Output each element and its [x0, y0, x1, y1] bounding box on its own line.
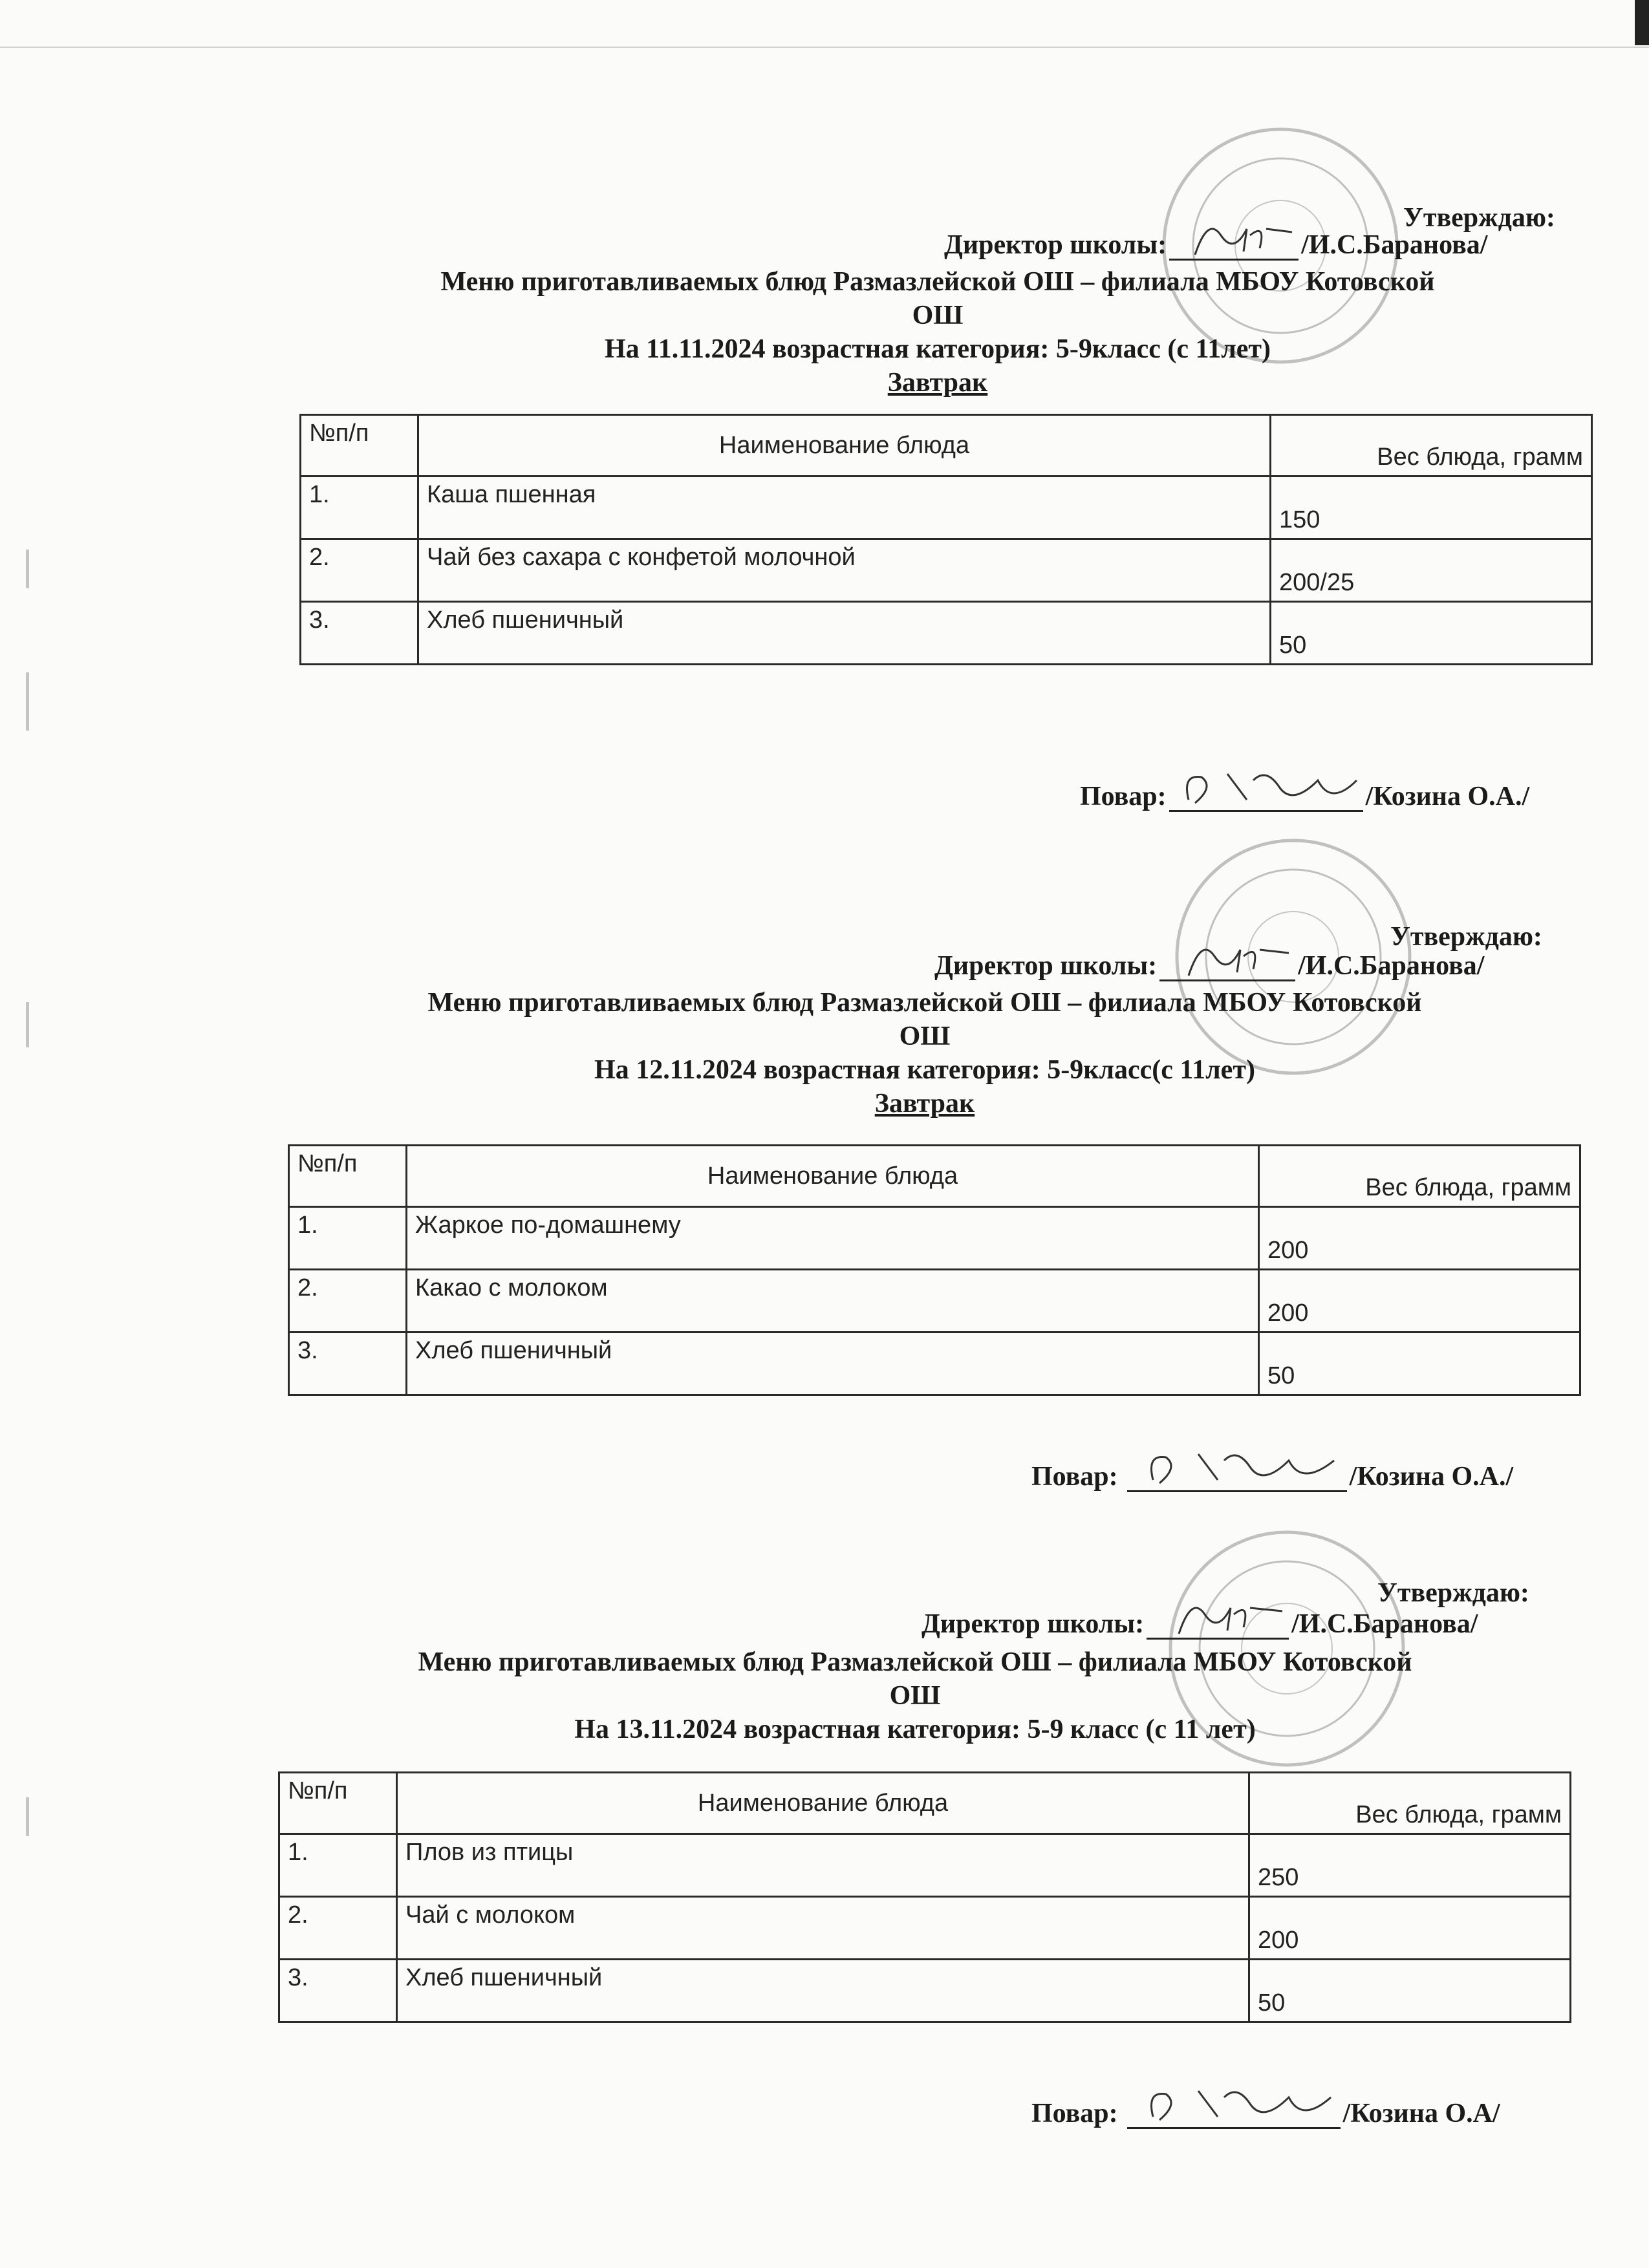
table-header-row: [289, 1146, 1580, 1207]
director-name: /И.С.Баранова/: [1298, 951, 1485, 981]
header-weight: Вес блюда, грамм: [1249, 1773, 1571, 1834]
menu-section-2: [0, 724, 1649, 1492]
table-row: [279, 1897, 1571, 1960]
menu-section-3: [0, 1448, 1649, 2172]
menu-table: [278, 1771, 1571, 2023]
menu-title-line: ОШ: [889, 1681, 941, 1711]
row-weight: 200/25: [1271, 539, 1592, 602]
table-row: [289, 1207, 1580, 1270]
menu-date-line: На 11.11.2024 возрастная категория: 5-9класс (с 11лет): [604, 334, 1271, 364]
row-weight: 200: [1249, 1897, 1571, 1960]
cook-name: /Козина О.А/: [1342, 2099, 1500, 2128]
table-row: [301, 602, 1592, 665]
menu-title-line: ОШ: [899, 1022, 951, 1051]
row-number: 3.: [289, 1332, 407, 1395]
header-number: №п/п: [279, 1773, 397, 1834]
meal-label: Завтрак: [874, 1089, 975, 1118]
director-line: [934, 950, 1484, 981]
row-weight: 200: [1259, 1207, 1580, 1270]
row-dish: Чай без сахара с конфетой молочной: [418, 539, 1271, 602]
row-number: 1.: [279, 1834, 397, 1897]
cook-label: Повар:: [1031, 2099, 1118, 2128]
row-weight: 50: [1249, 1960, 1571, 2022]
row-dish: Какао с молоком: [407, 1270, 1259, 1332]
table-row: [279, 1960, 1571, 2022]
cook-name: /Козина О.А./: [1365, 782, 1530, 811]
header-number: №п/п: [289, 1146, 407, 1207]
row-number: 2.: [279, 1897, 397, 1960]
menu-table: [299, 414, 1593, 665]
approve-label: Утверждаю:: [1403, 203, 1555, 233]
cook-label: Повар:: [1031, 1462, 1118, 1492]
menu-title: [304, 265, 1571, 400]
director-name: /И.С.Баранова/: [1301, 230, 1488, 260]
table-header-row: [279, 1773, 1571, 1834]
row-weight: 50: [1259, 1332, 1580, 1395]
table-row: [301, 539, 1592, 602]
row-dish: Жаркое по-домашнему: [407, 1207, 1259, 1270]
menu-title-line: Меню приготавливаемых блюд Размазлейской ОШ – филиала МБОУ Котовской: [440, 267, 1435, 297]
cook-signature: [1127, 2099, 1341, 2129]
menu-title: [281, 1645, 1549, 1746]
director-line: [921, 1609, 1478, 1640]
director-name: /И.С.Баранова/: [1291, 1609, 1478, 1639]
row-weight: 200: [1259, 1270, 1580, 1332]
director-label: Директор школы:: [944, 230, 1167, 260]
row-number: 2.: [301, 539, 418, 602]
row-number: 3.: [301, 602, 418, 665]
row-dish: Каша пшенная: [418, 476, 1271, 539]
row-number: 1.: [301, 476, 418, 539]
header-number: №п/п: [301, 415, 418, 476]
table-header-row: [301, 415, 1592, 476]
header-weight: Вес блюда, грамм: [1259, 1146, 1580, 1207]
row-weight: 150: [1271, 476, 1592, 539]
director-label: Директор школы:: [934, 951, 1158, 981]
cook-line: [1031, 2098, 1500, 2129]
director-line: [944, 230, 1487, 261]
header-weight: Вес блюда, грамм: [1271, 415, 1592, 476]
table-row: [289, 1332, 1580, 1395]
row-number: 2.: [289, 1270, 407, 1332]
menu-title-line: ОШ: [912, 301, 964, 330]
menu-title: [291, 986, 1558, 1120]
approve-label: Утверждаю:: [1390, 922, 1542, 952]
approve-label: Утверждаю:: [1377, 1578, 1529, 1608]
table-row: [301, 476, 1592, 539]
menu-date-line: На 13.11.2024 возрастная категория: 5-9 класс (с 11 лет): [574, 1715, 1256, 1744]
row-weight: 250: [1249, 1834, 1571, 1897]
menu-title-line: Меню приготавливаемых блюд Размазлейской ОШ – филиала МБОУ Котовской: [427, 988, 1422, 1018]
header-dish: Наименование блюда: [418, 415, 1271, 476]
cook-label: Повар:: [1080, 782, 1167, 811]
director-signature: [1169, 230, 1299, 261]
row-weight: 50: [1271, 602, 1592, 665]
row-dish: Хлеб пшеничный: [418, 602, 1271, 665]
menu-title-line: Меню приготавливаемых блюд Размазлейской ОШ – филиала МБОУ Котовской: [418, 1647, 1412, 1677]
director-label: Директор школы:: [921, 1609, 1145, 1639]
row-number: 1.: [289, 1207, 407, 1270]
row-dish: Хлеб пшеничный: [397, 1960, 1249, 2022]
row-dish: Плов из птицы: [397, 1834, 1249, 1897]
director-signature: [1147, 1609, 1289, 1640]
cook-name: /Козина О.А./: [1349, 1462, 1514, 1492]
header-dish: Наименование блюда: [407, 1146, 1259, 1207]
row-dish: Хлеб пшеничный: [407, 1332, 1259, 1395]
menu-table: [288, 1144, 1581, 1396]
header-dish: Наименование блюда: [397, 1773, 1249, 1834]
row-number: 3.: [279, 1960, 397, 2022]
table-row: [289, 1270, 1580, 1332]
menu-section-1: [0, 0, 1649, 811]
meal-label: Завтрак: [887, 368, 988, 398]
row-dish: Чай с молоком: [397, 1897, 1249, 1960]
table-row: [279, 1834, 1571, 1897]
menu-date-line: На 12.11.2024 возрастная категория: 5-9класс(с 11лет): [594, 1055, 1255, 1085]
director-signature: [1159, 951, 1295, 981]
